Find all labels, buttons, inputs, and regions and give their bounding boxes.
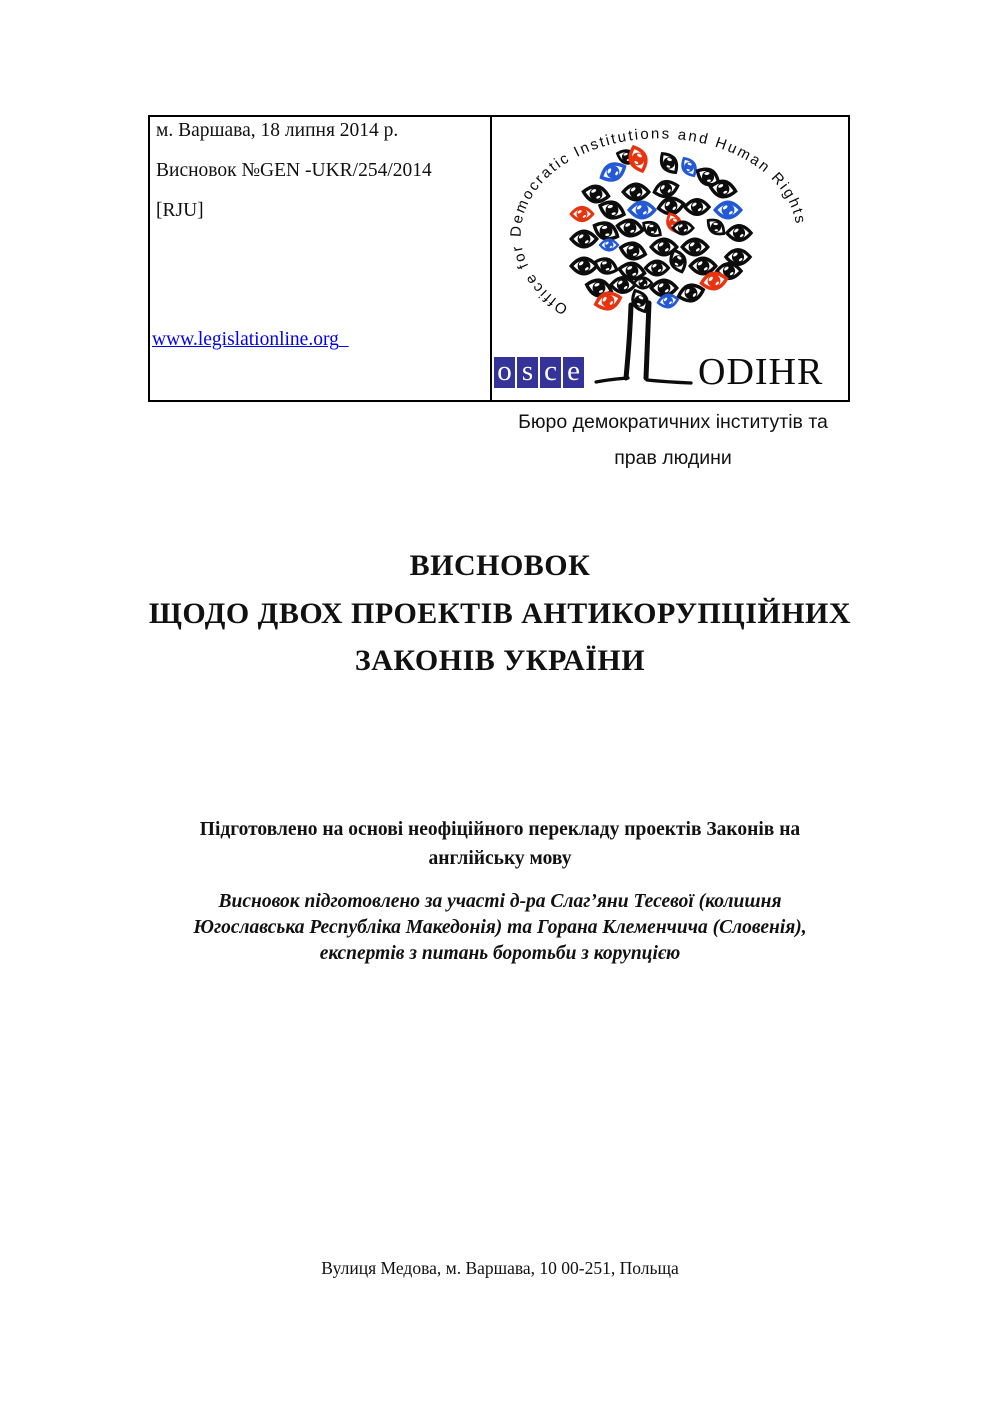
osce-letter: c xyxy=(540,357,561,388)
eye-leaf-icon xyxy=(683,198,712,216)
reference-code: [RJU] xyxy=(156,200,204,221)
eye-leaf-icon xyxy=(569,206,595,222)
document-info-cell xyxy=(150,117,492,400)
experts-note-line: експертів з питань боротьби з корупцією xyxy=(319,943,681,964)
place-date: м. Варшава, 18 липня 2014 р. xyxy=(156,120,399,141)
experts-note-line: Висновок підготовлено за участі д-ра Слаг’яни Тесевої (колишня xyxy=(218,891,782,912)
experts-note-line: Югославська Республіка Македонія) та Горана Клеменчича (Словенія), xyxy=(193,917,807,938)
eye-leaf-icon xyxy=(599,238,620,251)
experts-note xyxy=(0,889,1000,967)
translation-note-line: англійську мову xyxy=(428,848,572,869)
eye-leaf-icon xyxy=(644,259,671,276)
eye-leaf-icon xyxy=(650,177,682,202)
translation-note xyxy=(0,815,1000,873)
eye-leaf-icon xyxy=(680,238,710,257)
eye-leaf-icon xyxy=(569,230,599,249)
title-line: ЩОДО ДВОХ ПРОЕКТІВ АНТИКОРУПЦІЙНИХ xyxy=(148,596,852,630)
osce-letter: s xyxy=(517,357,538,388)
address-footer: Вулиця Медова, м. Варшава, 10 00-251, Польща xyxy=(321,1258,679,1278)
tree-crown-eyes xyxy=(569,142,753,317)
eye-leaf-icon xyxy=(569,257,599,276)
legislationline-link[interactable] xyxy=(152,329,349,351)
opinion-number: Висновок №GEN -UKR/254/2014 xyxy=(156,160,432,181)
eye-leaf-icon xyxy=(725,224,754,242)
eye-leaf-icon xyxy=(654,147,683,179)
bureau-caption-line: Бюро демократичних інститутів та xyxy=(518,411,828,433)
eye-leaf-icon xyxy=(621,183,651,202)
title-line: ВИСНОВОК xyxy=(409,549,591,582)
document-title xyxy=(0,542,1000,685)
bureau-caption xyxy=(494,404,852,476)
osce-letter: e xyxy=(563,357,584,388)
eye-leaf-icon xyxy=(616,238,650,264)
logo-cell xyxy=(492,117,848,400)
logo-curved-text: Office for Democratic Institutions and Human Rights xyxy=(507,125,810,318)
osce-letter: o xyxy=(494,357,515,388)
eye-leaf-icon xyxy=(627,201,657,220)
bureau-caption-line: прав людини xyxy=(614,447,732,469)
translation-note-line: Підготовлено на основі неофіційного перекладу проектів Законів на xyxy=(199,819,801,840)
title-line: ЗАКОНІВ УКРАЇНИ xyxy=(354,644,646,677)
osce-logo xyxy=(494,354,584,388)
legislationline-link-text: www.legislationline.org xyxy=(152,329,339,350)
header-table xyxy=(148,115,850,402)
tree-trunk xyxy=(596,303,691,383)
odihr-wordmark: ODIHR xyxy=(698,351,824,393)
eye-leaf-icon xyxy=(713,201,743,220)
